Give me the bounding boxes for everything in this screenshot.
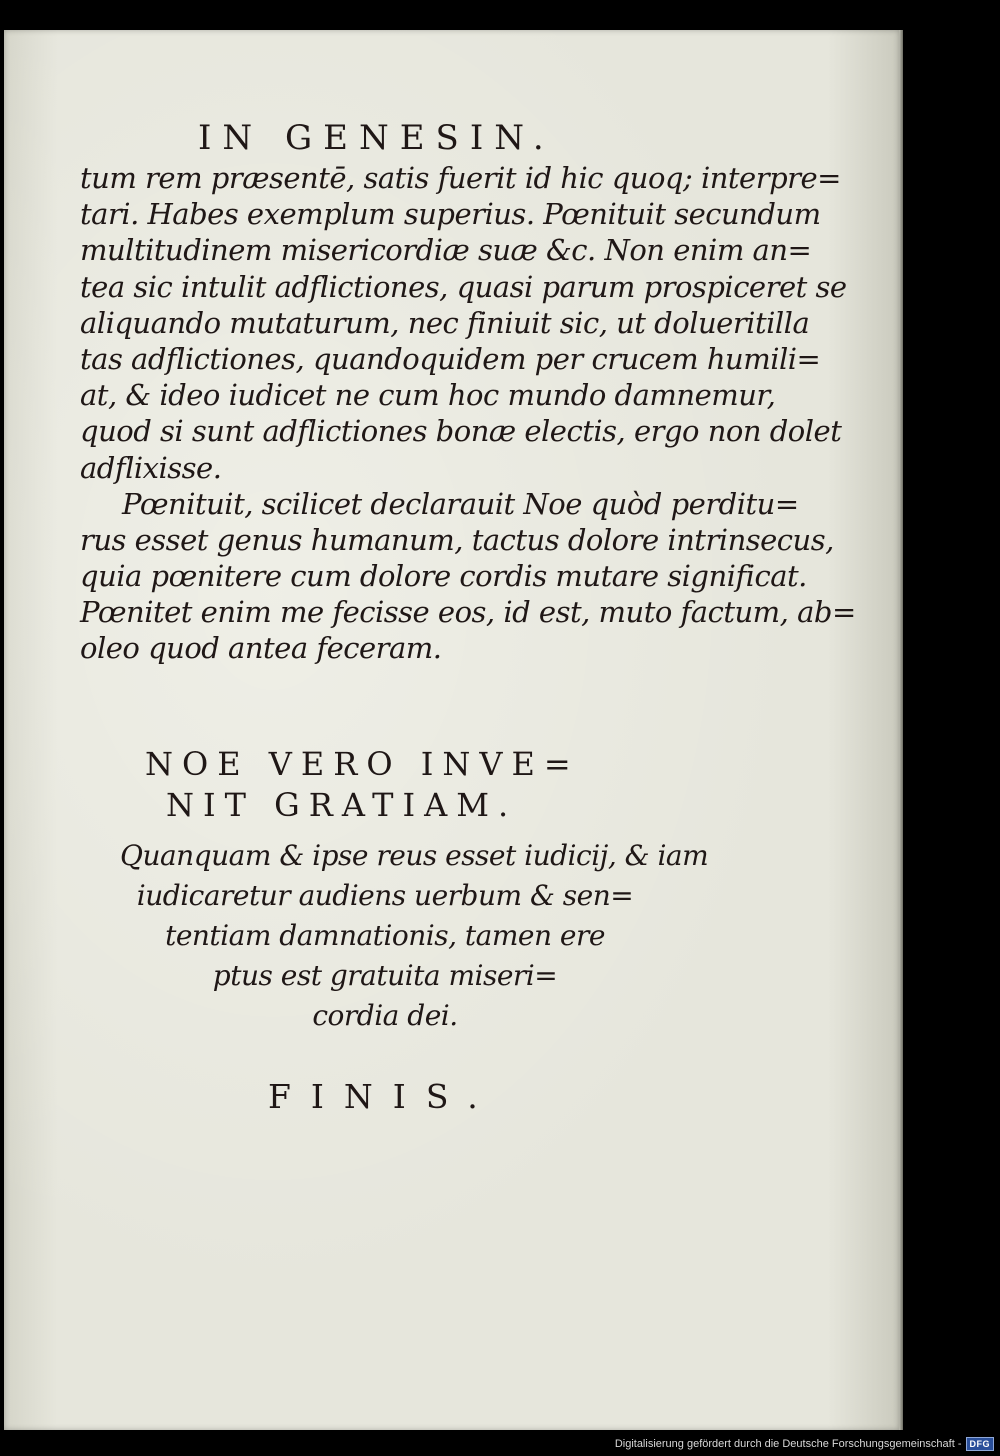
body-line: quod si sunt adflictiones bonæ electis, ergo non dolet (80, 414, 842, 449)
finis-mark: FINIS. (268, 1077, 498, 1116)
closing-line: cordia dei. (312, 999, 458, 1032)
body-line: oleo quod antea feceram. (80, 631, 442, 666)
body-line: Pœnituit, scilicet declarauit Noe quòd perditu= (122, 486, 799, 521)
body-line: tea sic intulit adflictiones, quasi parum prospiceret se (80, 269, 847, 304)
body-line: tas adflictiones, quandoquidem per crucem humili= (80, 341, 821, 376)
body-line: quia pœnitere cum dolore cordis mutare significat. (80, 559, 807, 594)
body-line: rus esset genus humanum, tactus dolore intrinsecus, (80, 522, 834, 557)
closing-line: tentiam damnationis, tamen ere (165, 919, 605, 952)
dfg-logo-icon: DFG (966, 1437, 995, 1451)
body-text (80, 160, 856, 667)
page-edge (899, 30, 903, 1430)
body-line: tari. Habes exemplum superius. Pœnituit secundum (80, 197, 821, 232)
body-line: multitudinem misericordiæ suæ &c. Non enim an= (80, 233, 812, 268)
body-line: tum rem præsentē, satis fuerit id hic quoq; interpre= (80, 161, 841, 195)
body-line: adflixisse. (80, 450, 222, 485)
body-line: aliquando mutaturum, nec finiuit sic, ut dolueritilla (80, 305, 810, 340)
running-head: IN GENESIN. (198, 118, 555, 158)
closing-passage (120, 836, 709, 1036)
body-line: Pœnitet enim me fecisse eos, id est, muto factum, ab= (80, 595, 856, 630)
closing-line: Quanquam & ipse reus esset iudicij, & iam (120, 839, 709, 872)
section-heading-line: NIT GRATIAM. (166, 786, 518, 824)
credit-text: Digitalisierung gefördert durch die Deutsche Forschungsgemeinschaft - (614, 1438, 962, 1450)
body-line: at, & ideo iudicet ne cum hoc mundo damnemur, (80, 378, 776, 413)
closing-line: iudicaretur audiens uerbum & sen= (136, 879, 634, 912)
section-heading-line: NOE VERO INVE= (145, 745, 580, 783)
digitization-credit (615, 1435, 994, 1453)
closing-line: ptus est gratuita miseri= (212, 959, 558, 992)
